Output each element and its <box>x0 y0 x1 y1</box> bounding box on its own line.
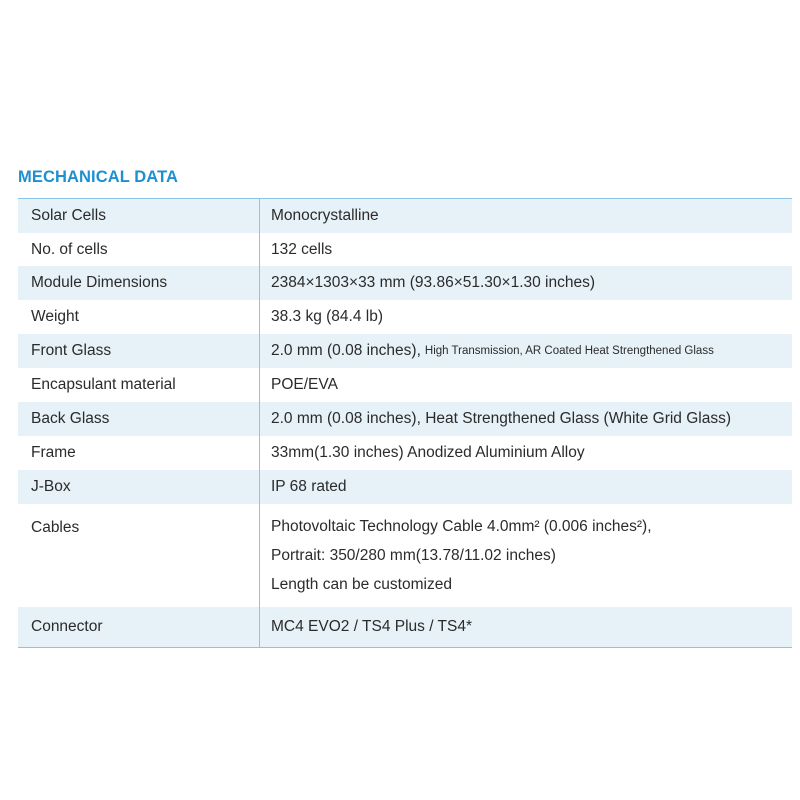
table-row-cables <box>18 504 792 607</box>
row-label: Front Glass <box>18 334 260 368</box>
table-row-no-of-cells <box>18 233 792 266</box>
row-label: Encapsulant material <box>18 368 260 402</box>
row-label: Solar Cells <box>18 199 260 233</box>
row-value <box>260 334 792 368</box>
row-label: Connector <box>18 607 260 647</box>
row-value: IP 68 rated <box>271 478 347 495</box>
row-label: Back Glass <box>18 402 260 436</box>
row-value: MC4 EVO2 / TS4 Plus / TS4* <box>271 618 473 635</box>
row-value-line: Length can be customized <box>271 576 452 593</box>
table-row-connector <box>18 607 792 647</box>
row-value: 132 cells <box>271 240 333 258</box>
table-row-encapsulant-material <box>18 368 792 402</box>
row-value-main: 2.0 mm (0.08 inches), <box>271 342 421 359</box>
table-row-module-dimensions <box>18 266 792 300</box>
mechanical-data-table <box>18 198 792 648</box>
row-value: POE/EVA <box>271 376 338 393</box>
table-row-solar-cells <box>18 199 792 233</box>
table-row-frame <box>18 436 792 470</box>
row-value <box>260 504 792 607</box>
row-label: Module Dimensions <box>18 266 260 300</box>
row-value: 2.0 mm (0.08 inches), Heat Strengthened Glass (White Grid Glass) <box>271 410 732 427</box>
row-label: Weight <box>18 300 260 334</box>
row-label: J-Box <box>18 470 260 504</box>
table-row-back-glass <box>18 402 792 436</box>
section-title: MECHANICAL DATA <box>18 168 179 186</box>
table-row-front-glass <box>18 334 792 368</box>
row-value-line: Photovoltaic Technology Cable 4.0mm² (0.006 inches²), <box>271 518 652 535</box>
row-label: Frame <box>18 436 260 470</box>
row-value: 33mm(1.30 inches) Anodized Aluminium Alloy <box>271 444 585 461</box>
row-label: Cables <box>18 504 260 607</box>
row-value: Monocrystalline <box>271 207 379 224</box>
row-value-note: High Transmission, AR Coated Heat Strengthened Glass <box>424 345 714 357</box>
table-row-j-box <box>18 470 792 504</box>
row-label: No. of cells <box>18 233 260 266</box>
row-value: 2384×1303×33 mm (93.86×51.30×1.30 inches) <box>271 274 596 291</box>
table-row-weight <box>18 300 792 334</box>
row-value-line: Portrait: 350/280 mm(13.78/11.02 inches) <box>271 547 556 564</box>
row-value: 38.3 kg (84.4 lb) <box>271 308 384 325</box>
